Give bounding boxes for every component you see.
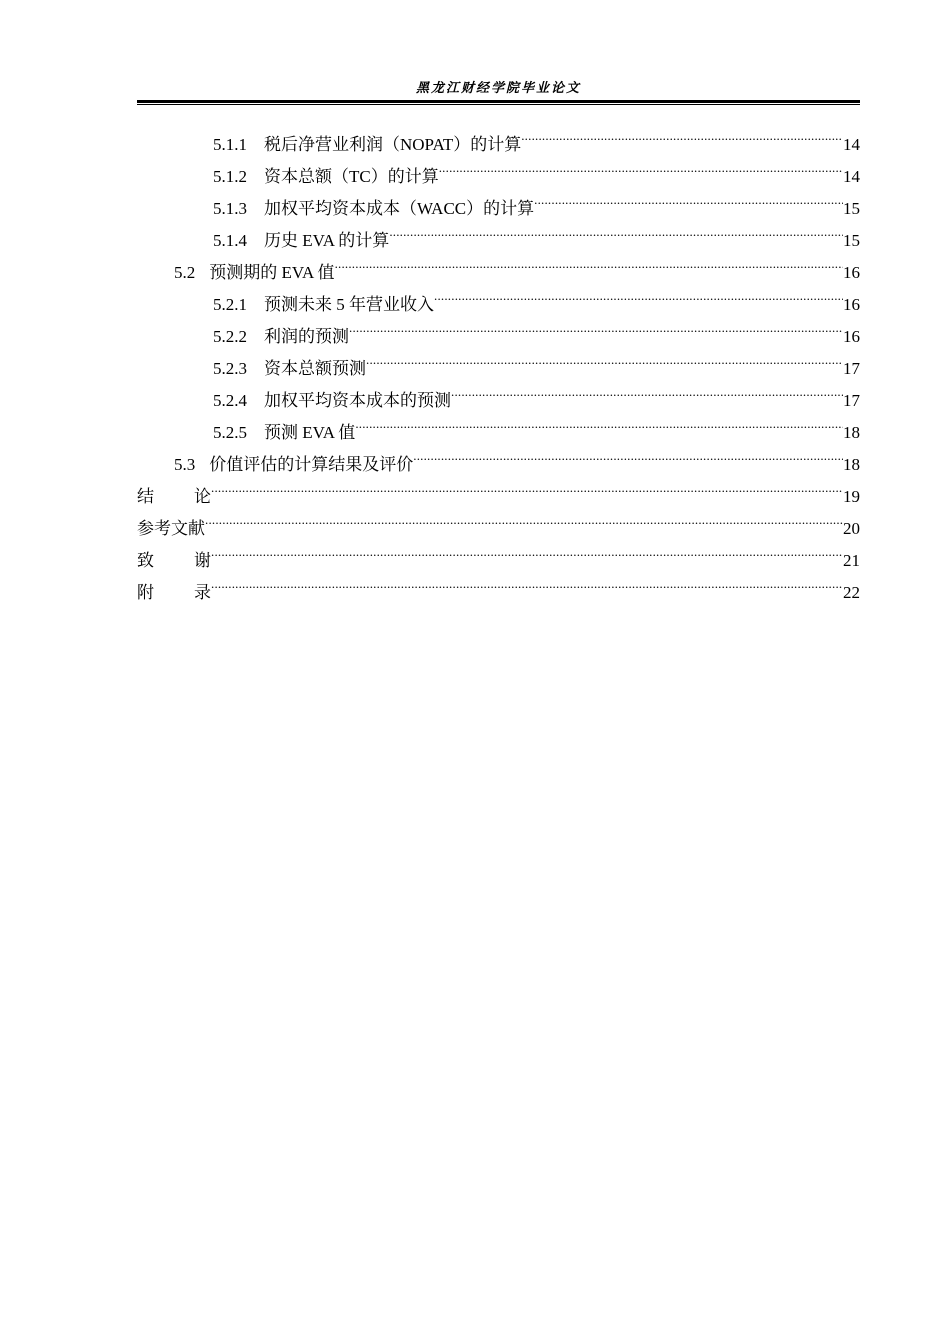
toc-entry-page: 18	[843, 423, 860, 442]
toc-entry-number: 5.1.1	[213, 135, 247, 154]
toc-entry-title: 税后净营业利润（NOPAT）的计算	[264, 135, 522, 154]
toc-entry-title: 加权平均资本成本的预测	[264, 391, 451, 410]
toc-entry-references[interactable]	[137, 502, 860, 538]
toc-entry-page: 19	[843, 487, 860, 506]
toc-title-part: 结	[137, 487, 154, 506]
toc-dot-leader	[335, 246, 843, 278]
page-header-title: 黑龙江财经学院毕业论文	[415, 81, 581, 96]
toc-entry-page: 21	[843, 551, 860, 570]
toc-title-part: 谢	[194, 551, 211, 570]
toc-dot-leader	[451, 374, 843, 406]
toc-dot-leader	[205, 502, 843, 534]
toc-dot-leader	[211, 534, 843, 566]
toc-entry-page: 16	[843, 263, 860, 282]
toc-dot-leader	[366, 342, 843, 374]
toc-title-part: 论	[194, 487, 211, 506]
toc-entry-page: 16	[843, 327, 860, 346]
toc-dot-leader	[434, 278, 843, 310]
toc-entry-page: 20	[843, 519, 860, 538]
toc-entry-number: 5.3	[174, 455, 196, 474]
toc-dot-leader	[211, 566, 843, 598]
toc-entry-number: 5.2	[174, 263, 196, 282]
toc-entry-page: 15	[843, 199, 860, 218]
toc-entry-appendix[interactable]	[137, 566, 860, 602]
toc-dot-leader	[355, 406, 843, 438]
header-rule-thin	[137, 104, 860, 105]
toc-entry-page: 16	[843, 295, 860, 314]
toc-entry-title: 预测 EVA 值	[264, 423, 356, 442]
toc-entry-page: 17	[843, 391, 860, 410]
toc-dot-leader	[534, 182, 843, 214]
toc-entry-page: 14	[843, 135, 860, 154]
toc-entry-number: 5.2.1	[213, 295, 247, 314]
toc-entry-number: 5.2.5	[213, 423, 247, 442]
toc-entry-page: 18	[843, 455, 860, 474]
toc-entry-acknowledgements[interactable]	[137, 534, 860, 570]
toc-entry-title	[137, 577, 211, 609]
toc-entry-title: 资本总额预测	[264, 359, 366, 378]
toc-entry-title: 参考文献	[137, 519, 205, 538]
table-of-contents	[137, 118, 860, 602]
toc-entry-page: 15	[843, 231, 860, 250]
header-rule-thick	[137, 100, 860, 103]
toc-entry-title	[137, 545, 211, 577]
toc-title-part: 致	[137, 551, 154, 570]
toc-dot-leader	[521, 118, 843, 150]
toc-title-part: 附	[137, 583, 154, 602]
toc-entry-page: 22	[843, 583, 860, 602]
toc-dot-leader	[211, 470, 843, 502]
toc-entry-title: 利润的预测	[264, 327, 349, 346]
toc-dot-leader	[389, 214, 843, 246]
toc-entry-title: 预测未来 5 年营业收入	[264, 295, 434, 314]
toc-entry-number: 5.1.3	[213, 199, 247, 218]
toc-entry-page: 17	[843, 359, 860, 378]
toc-entry-number: 5.2.3	[213, 359, 247, 378]
toc-entry-number: 5.1.4	[213, 231, 247, 250]
toc-entry-title	[137, 481, 211, 513]
toc-entry-conclusion[interactable]	[137, 470, 860, 506]
toc-entry-page: 14	[843, 167, 860, 186]
toc-dot-leader	[413, 438, 843, 470]
toc-entry-title: 价值评估的计算结果及评价	[209, 455, 414, 474]
toc-entry-title: 历史 EVA 的计算	[264, 231, 390, 250]
toc-entry-number: 5.1.2	[213, 167, 247, 186]
toc-entry-number: 5.2.2	[213, 327, 247, 346]
toc-entry-title: 加权平均资本成本（WACC）的计算	[264, 199, 535, 218]
toc-entry-5-1-1[interactable]	[137, 118, 860, 154]
toc-entry-title: 预测期的 EVA 值	[209, 263, 335, 282]
toc-entry-number: 5.2.4	[213, 391, 247, 410]
toc-dot-leader	[439, 150, 843, 182]
toc-title-part: 录	[194, 583, 211, 602]
toc-entry-title: 资本总额（TC）的计算	[264, 167, 439, 186]
toc-dot-leader	[349, 310, 843, 342]
